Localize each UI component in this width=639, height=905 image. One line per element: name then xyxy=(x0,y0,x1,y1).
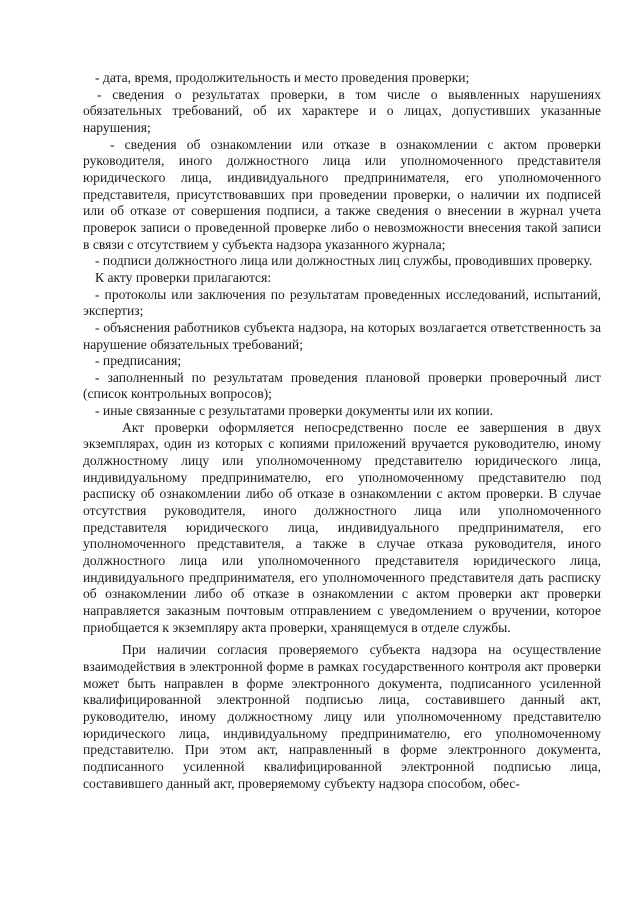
paragraph-inspection-datetime: - дата, время, продолжительность и место проведения проверки; xyxy=(95,70,470,85)
paragraph-orders: - предписания; xyxy=(95,353,182,369)
paragraph-protocols: - протоколы или заключения по результатам проведенных исследований, испытаний, экспертиз; xyxy=(83,286,601,319)
paragraph-act-preparation: Акт проверки оформляется непосредственно после ее завершения в двух экземплярах, один из которых с копиями приложений вручается руководителю, иному должностному лицу или уполномоченному представителю юридического лица, индивидуальному предпринимателю, его уполномоченному представителю под расписку об ознакомлении либо об отказе в ознакомлении с актом проверки. В случае отсутствия руководителя, иного должностного лица или уполномоченного представителя юридического лица, индивидуального предпринимателя, его уполномоченного представителя, а также в случае отказа руководителя, иного должностного лица или уполномоченного представителя юридического лица, индивидуального предпринимателя, его уполномоченного представителя дать расписку об ознакомлении либо об отказе в ознакомлении с актом проверки акт проверки направляется заказным почтовым отправлением с уведомлением о вручении, которое приобщается к экземпляру акта проверки, хранящемуся в отделе службы. xyxy=(83,419,601,635)
paragraph-electronic-form: При наличии согласия проверяемого субъекта надзора на осуществление взаимодействия в электронной форме в рамках государственного контроля акт проверки может быть направлен в форме электронного документа, подписанного усиленной квалифицированной электронной подписью лица, составившего данный акт, руководителю, иному должностному лицу или уполномоченному представителю юридического лица, индивидуальному предпринимателю, его уполномоченному представителю. При этом акт, направленный в форме электронного документа, подписанного усиленной квалифицированной электронной подписью лица, составившего данный акт, проверяемому субъекту надзора способом, обес- xyxy=(83,642,601,791)
paragraph-explanations: - объяснения работников субъекта надзора, на которых возлагается ответственность за нарушение обязательных требований; xyxy=(83,319,601,352)
paragraph-checklist: - заполненный по результатам проведения плановой проверки проверочный лист (список контрольных вопросов); xyxy=(83,369,601,402)
document-body xyxy=(83,70,601,792)
paragraph-signatures: - подписи должностного лица или должностных лиц службы, проводивших проверку. xyxy=(95,253,593,269)
paragraph-familiarization-info: - сведения об ознакомлении или отказе в ознакомлении с актом проверки руководителя, иного должностного лица или уполномоченного представителя юридического лица, индивидуального предпринимателя, его уполномоченного представителя, присутствовавших при проведении проверки, о наличии их подписей или об отказе от совершения подписи, а также сведения о внесении в журнал учета проверок записи о проведенной проверке либо о невозможности внесения такой записи в связи с отсутствием у субъекта надзора указанного журнала; xyxy=(83,136,601,252)
paragraph-attachments-heading: К акту проверки прилагаются: xyxy=(95,269,272,285)
paragraph-inspection-results: - сведения о результатах проверки, в том числе о выявленных нарушениях обязательных требований, об их характере и о лицах, допустивших указанные нарушения; xyxy=(83,86,601,135)
paragraph-other-documents: - иные связанные с результатами проверки документы или их копии. xyxy=(95,403,494,419)
